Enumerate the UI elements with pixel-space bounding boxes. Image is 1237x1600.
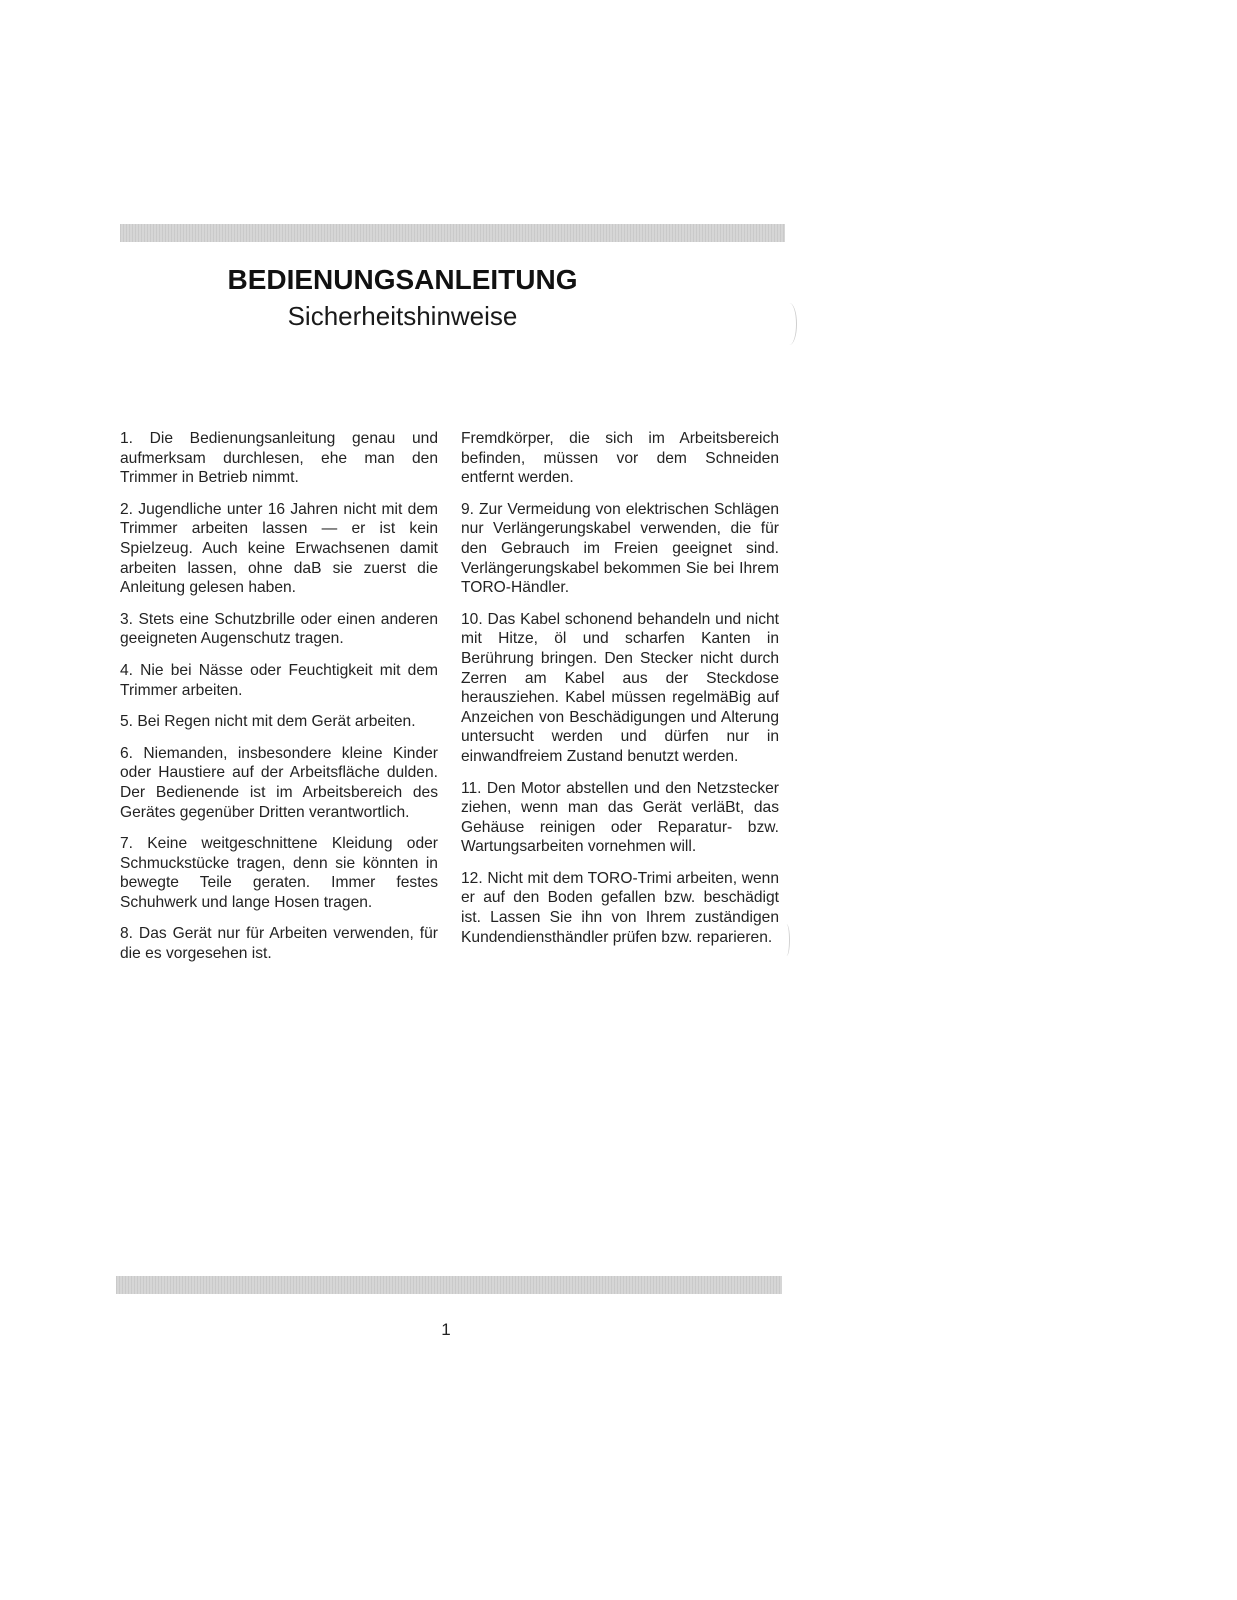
safety-item-4: 4. Nie bei Nässe oder Feuchtigkeit mit dem Trimmer arbeiten. — [120, 661, 438, 699]
safety-item-11: 11. Den Motor abstellen und den Netzstecker ziehen, wenn man das Gerät verläBt, das Gehäuse reinigen oder Reparatur- bzw. Wartungsarbeiten vornehmen will. — [461, 779, 779, 856]
page-number: 1 — [441, 1320, 451, 1339]
document-heading — [120, 262, 785, 332]
safety-item-3: 3. Stets eine Schutzbrille oder einen anderen geeigneten Augenschutz tragen. — [120, 610, 438, 648]
scan-margin-mark — [782, 303, 797, 345]
safety-item-8: 8. Das Gerät nur für Arbeiten verwenden, für die es vorgesehen ist. — [120, 925, 438, 963]
safety-item-1: 1. Die Bedienungsanleitung genau und aufmerksam durchlesen, ehe man den Trimmer in Betrieb nimmt. — [120, 430, 438, 487]
safety-item-10: 10. Das Kabel schonend behandeln und nicht mit Hitze, öl und scharfen Kanten in Berührung bringen. Den Stecker nicht durch Zerren am Kabel aus der Steckdose herausziehen. Kabel müssen regelmäBig auf Anzeichen von Beschädigungen und Alterung untersucht werden und dürfen nur in einwandfreiem Zustand benutzt werden. — [461, 610, 779, 765]
safety-item-7: 7. Keine weitgeschnittene Kleidung oder Schmuckstücke tragen, denn sie könnten in bewegte Teile geraten. Immer festes Schuhwerk und lange Hosen tragen. — [120, 835, 438, 911]
safety-item-5: 5. Bei Regen nicht mit dem Gerät arbeiten. — [120, 713, 416, 731]
right-column — [461, 429, 779, 959]
left-column — [120, 429, 438, 976]
scan-margin-mark — [783, 924, 790, 956]
document-subtitle: Sicherheitshinweise — [287, 301, 518, 331]
safety-item-2: 2. Jugendliche unter 16 Jahren nicht mit dem Trimmer arbeiten lassen — er ist kein Spielzeug. Auch keine Erwachsenen damit arbeiten lassen, ohne daB sie zuerst die Anleitung gelesen haben. — [120, 500, 438, 597]
document-title: BEDIENUNGSANLEITUNG — [227, 264, 578, 295]
safety-item-12: 12. Nicht mit dem TORO-Trimi arbeiten, wenn er auf den Boden gefallen bzw. beschädigt ist. Lassen Sie ihn von Ihrem zuständigen Kundendiensthändler prüfen bzw. reparieren. — [461, 869, 779, 946]
safety-item-8-continued: Fremdkörper, die sich im Arbeitsbereich befinden, müssen vor dem Schneiden entfernt werden. — [461, 430, 779, 487]
bottom-divider-bar — [116, 1276, 782, 1294]
top-divider-bar — [120, 224, 785, 242]
safety-item-6: 6. Niemanden, insbesondere kleine Kinder oder Haustiere auf der Arbeitsfläche dulden. Der Bedienende ist im Arbeitsbereich des Gerätes gegenüber Dritten verantwortlich. — [120, 744, 438, 821]
safety-item-9: 9. Zur Vermeidung von elektrischen Schlägen nur Verlängerungskabel verwenden, die für den Gebrauch im Freien geeignet sind. Verlängerungskabel bekommen Sie bei Ihrem TORO-Händler. — [461, 500, 779, 597]
